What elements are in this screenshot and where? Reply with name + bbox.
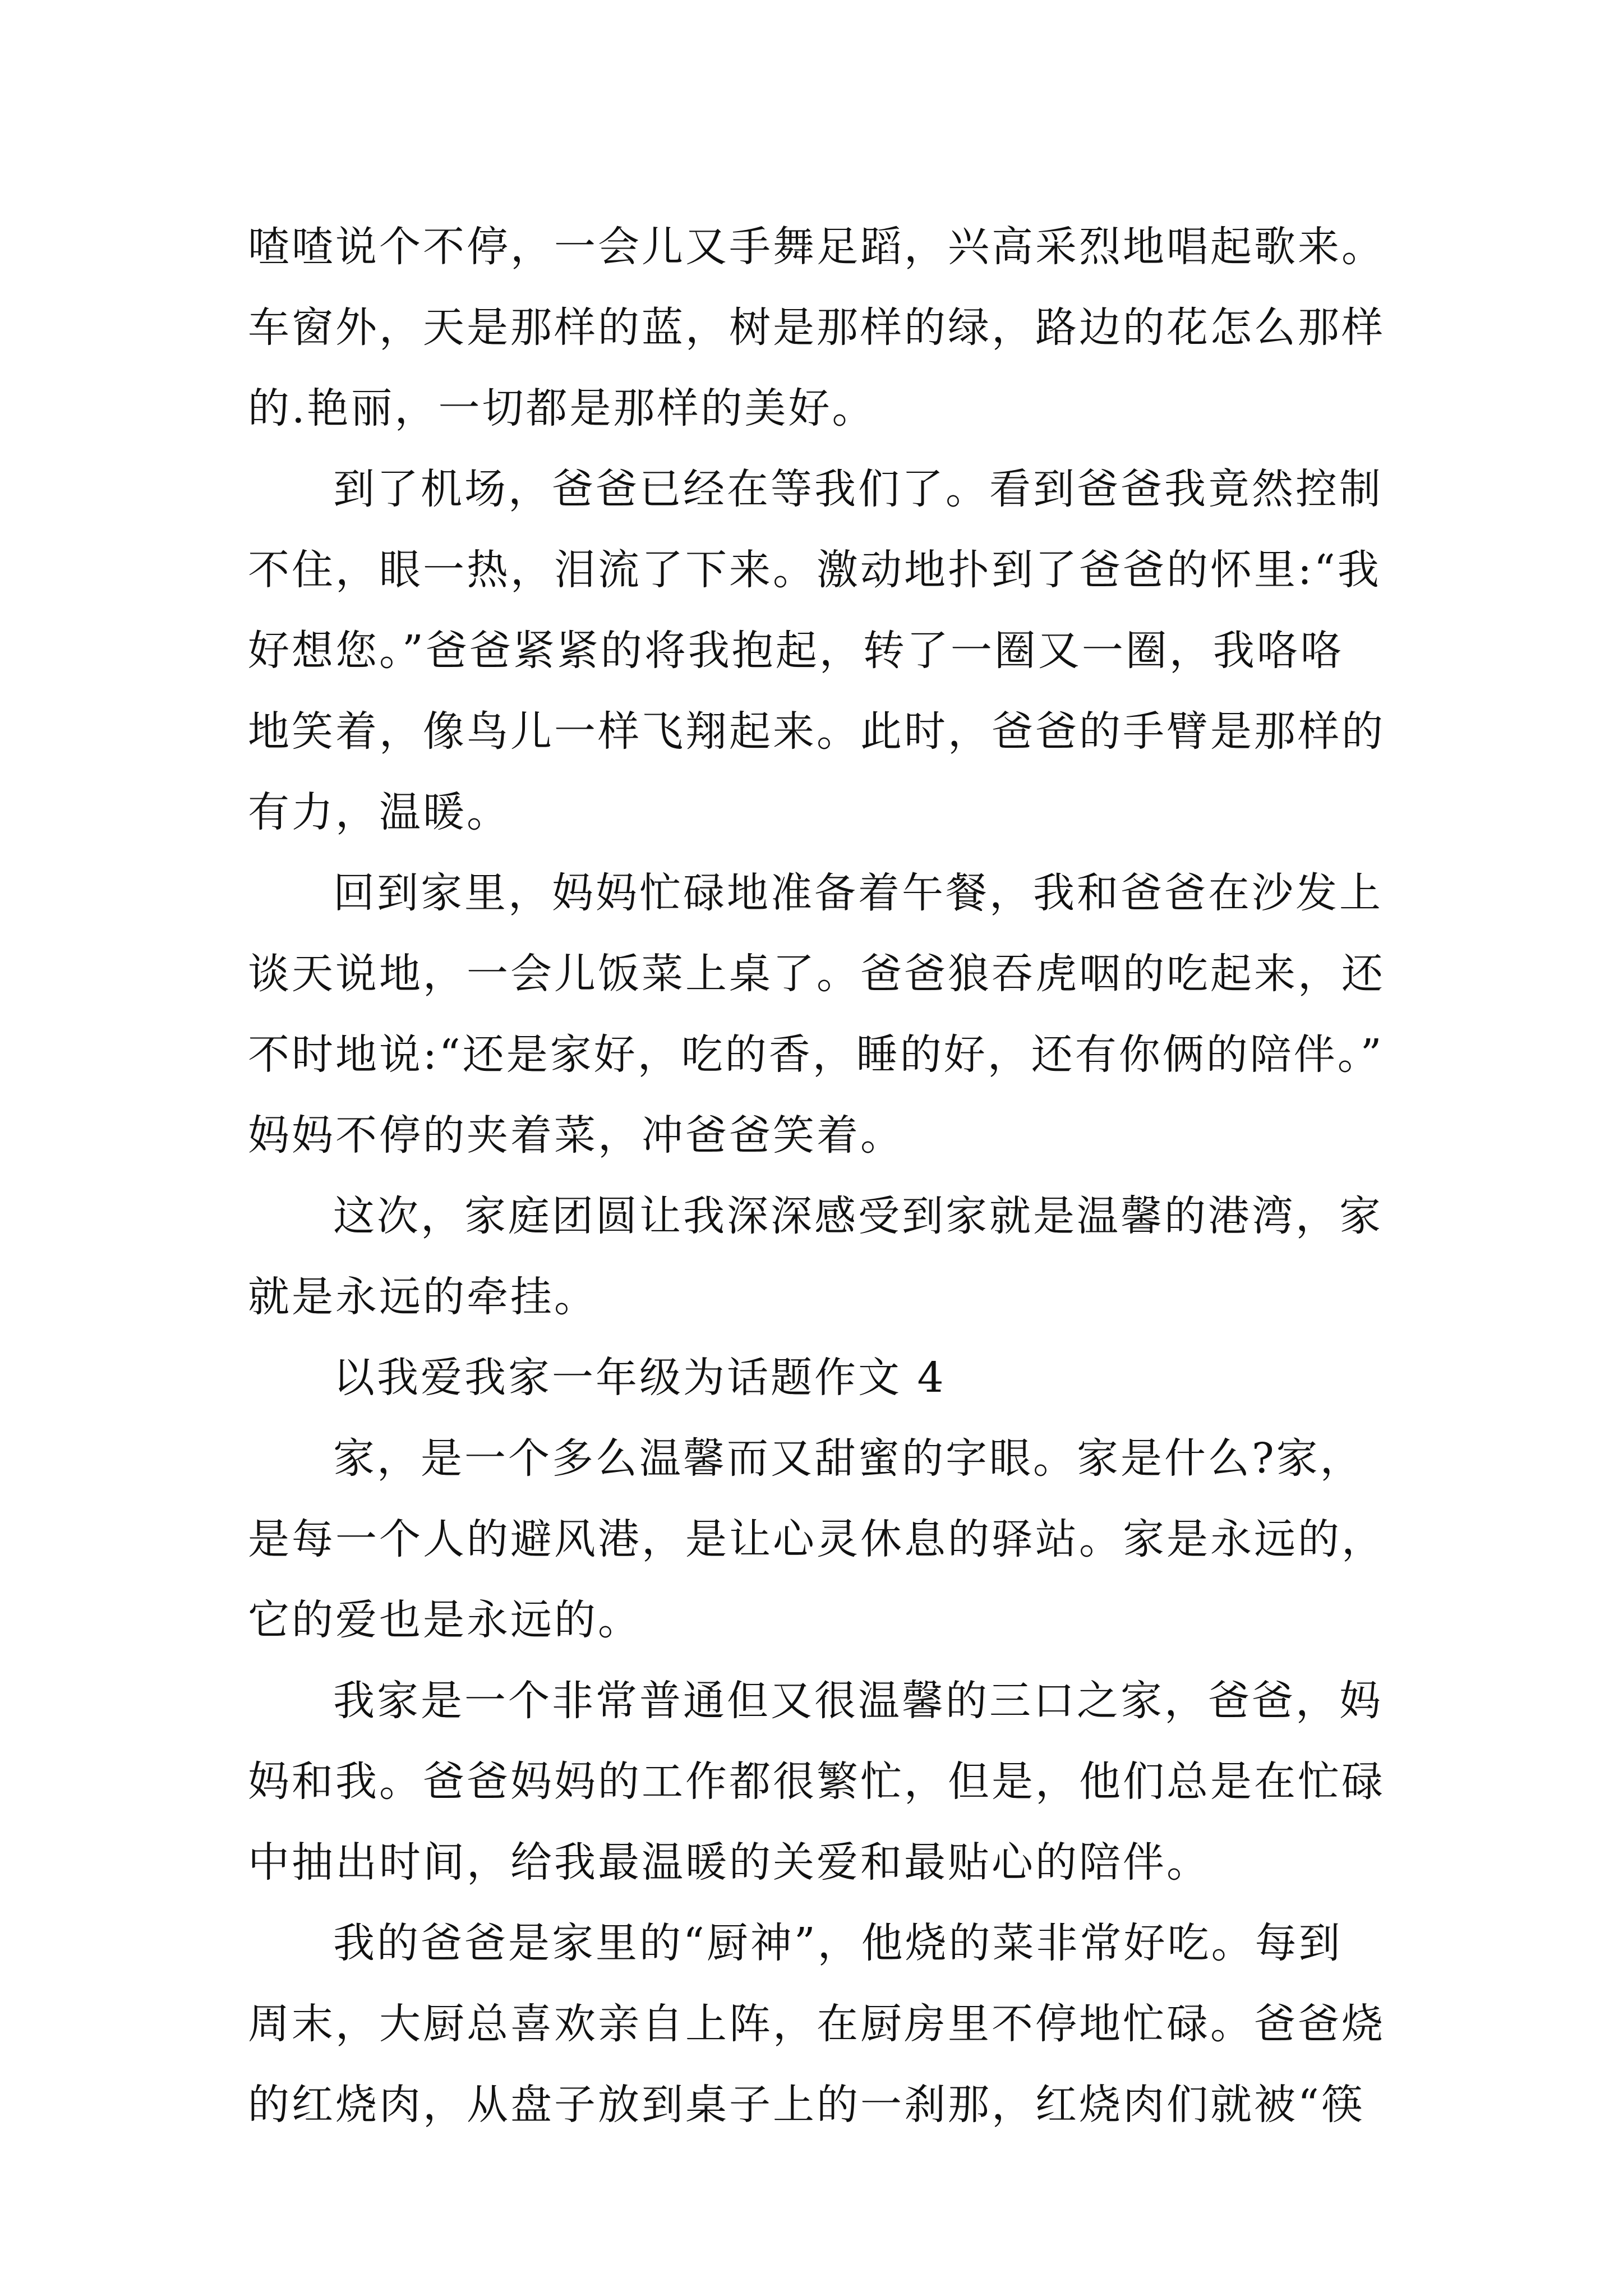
text-line: 妈和我。爸爸妈妈的工作都很繁忙，但是，他们总是在忙碌 xyxy=(248,1757,1385,1806)
text-line: 地笑着，像鸟儿一样飞翔起来。此时，爸爸的手臂是那样的 xyxy=(248,707,1385,756)
text-line: 喳喳说个不停，一会儿又手舞足蹈，兴高采烈地唱起歌来。 xyxy=(248,223,1385,271)
paragraph-start-line: 我的爸爸是家里的“厨神”，他烧的菜非常好吃。每到 xyxy=(333,1919,1343,1967)
essay-body xyxy=(248,206,1392,2145)
text-line: 不时地说:“还是家好，吃的香，睡的好，还有你俩的陪伴。” xyxy=(248,1030,1384,1079)
paragraph-start-line: 我家是一个非常普通但又很温馨的三口之家，爸爸，妈 xyxy=(333,1677,1383,1725)
text-line: 就是永远的牵挂。 xyxy=(248,1273,598,1321)
paragraph-start-line: 家，是一个多么温馨而又甜蜜的字眼。家是什么?家， xyxy=(333,1434,1364,1483)
paragraph-start-line: 回到家里，妈妈忙碌地准备着午餐，我和爸爸在沙发上 xyxy=(333,869,1383,917)
text-line: 周末，大厨总喜欢亲自上阵，在厨房里不停地忙碌。爸爸烧 xyxy=(248,2000,1385,2048)
text-line: 好想您。”爸爸紧紧的将我抱起，转了一圈又一圈，我咯咯 xyxy=(248,627,1344,675)
section-heading: 以我爱我家一年级为话题作文 4 xyxy=(333,1354,946,1402)
paragraph-start-line: 到了机场，爸爸已经在等我们了。看到爸爸我竟然控制 xyxy=(333,465,1383,513)
text-line: 妈妈不停的夹着菜，冲爸爸笑着。 xyxy=(248,1111,904,1159)
text-line: 谈天说地，一会儿饭菜上桌了。爸爸狼吞虎咽的吃起来，还 xyxy=(248,950,1385,998)
text-line: 的红烧肉，从盘子放到桌子上的一刹那，红烧肉们就被“筷 xyxy=(248,2081,1365,2129)
text-line: 中抽出时间，给我最温暖的关爱和最贴心的陪伴。 xyxy=(248,1838,1210,1887)
text-line: 是每一个人的避风港，是让心灵休息的驿站。家是永远的， xyxy=(248,1515,1385,1563)
text-line: 它的爱也是永远的。 xyxy=(248,1596,642,1644)
text-line: 有力，温暖。 xyxy=(248,788,510,836)
paragraph-start-line: 这次，家庭团圆让我深深感受到家就是温馨的港湾，家 xyxy=(333,1192,1383,1240)
text-line: 车窗外，天是那样的蓝，树是那样的绿，路边的花怎么那样 xyxy=(248,303,1385,352)
text-line: 的.艳丽，一切都是那样的美好。 xyxy=(248,384,876,432)
text-line: 不住，眼一热，泪流了下来。激动地扑到了爸爸的怀里:“我 xyxy=(248,546,1381,594)
